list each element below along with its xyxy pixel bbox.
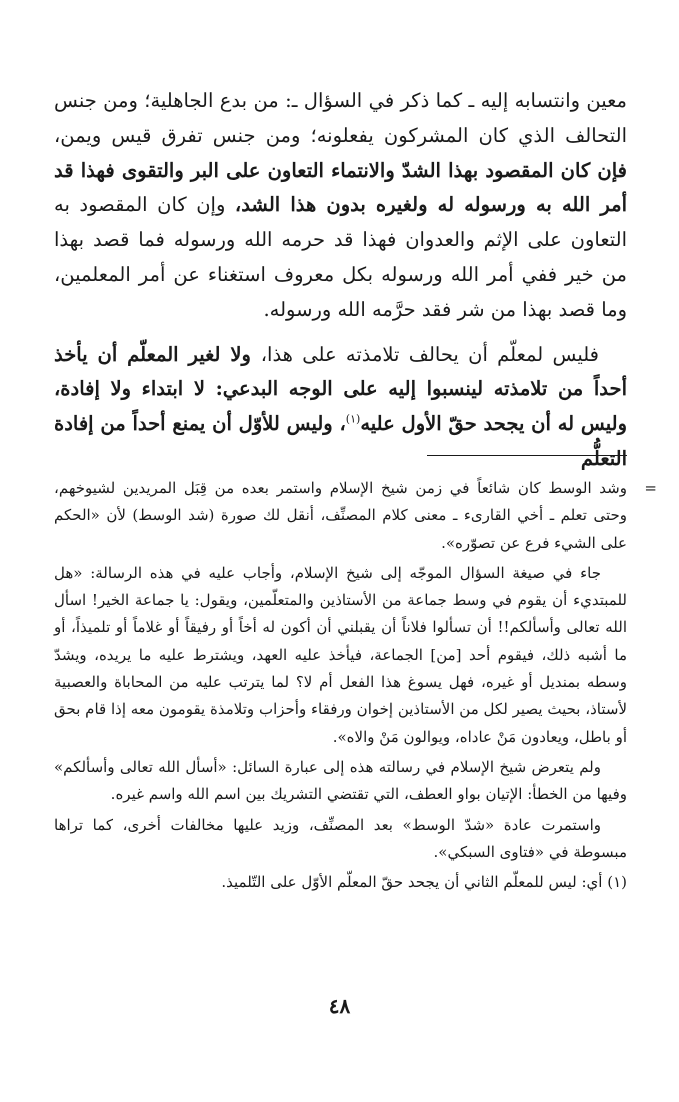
- main-paragraph-1-bold: فإن كان المقصود بهذا الشدّ والانتماء التعاون على البر والتقوى فهذا قد أمر الله به ورسوله له ولغيره بدون هذا الشد،: [54, 158, 627, 217]
- footnote-comment: ولم يتعرض شيخ الإسلام في رسالته هذه إلى عبارة السائل: «أسأل الله تعالى وأسألكم» وفيها من الخطأ: الإتيان بواو العطف، التي تقتضي التشريك بين اسم الله واسم غيره.: [54, 757, 627, 804]
- main-paragraph-2-part-a: فليس لمعلّم أن يحالف تلامذته على هذا،: [260, 342, 599, 366]
- footnote-reference-1: (١): [345, 412, 361, 426]
- page-number: ٤٨: [328, 994, 351, 1018]
- footnotes-section: [54, 475, 657, 899]
- main-paragraph-2-bold: ولا لغير المعلّم أن يأخذ أحداً من تلامذته لينسبوا إليه على الوجه البدعي: لا ابتداء ولا إفادة، وليس له أن يجحد حقّ الأول عليه: [54, 342, 627, 436]
- footnote-continuation-text: وشد الوسط كان شائعاً في زمن شيخ الإسلام واستمر بعده من قِبَل المريدين لشيوخهم، وحتى تعلم ـ أخي القارىء ـ معنى كلام المصنِّف، أنقل لك صورة (شد الوسط) لأن «الحكم على الشيء فرع عن تصوّره».: [54, 479, 627, 552]
- main-paragraph-1-part-c: وإن كان المقصود به التعاون على الإثم والعدوان فهذا قد حرمه الله ورسوله فما قصد بهذا من خير ففي أمر الله ورسوله بكل معروف استغناء عن أمر المعلمين، وما قصد بهذا من شر فقد حرَّمه الله ورسوله.: [54, 193, 627, 321]
- main-paragraph-2-part-c: ، وليس للأوّل أن يمنع أحداً من إفادة التعلُّم: [54, 412, 627, 470]
- footnote-separator: [427, 455, 627, 456]
- footnote-question-quote: جاء في صيغة السؤال الموجّه إلى شيخ الإسلام، وأجاب عليه في هذه الرسالة: «هل للمبتديء أن يقوم في وسط جماعة من الأستاذين والمتعلّمين، ويقول: يا جماعة الخير! اسأل الله تعالى وأسألكم!! أن تسألوا فلاناً أن يقبلني أن أكون له أخاً أو رفيقاً أو غلاماً أو تلميذاً، أو ما أشبه ذلك، فيقوم أحد [من] الجماعة، فيأخذ عليه العهد، ويشترط عليه ما يريده، ويشدّ وسطه بمنديل أو غيره، فهل يسوغ هذا الفعل أم لا؟ لما يترتب عليه من المحاباة والعصبية لأستاذ، بحيث يصير لكل من الأستاذين إخوان ورفقاء وأحزاب وتلامذة يقومون معه إذا قام بحق أو باطل، ويعادون مَنْ عاداه، ويوالون مَنْ والاه».: [54, 563, 627, 746]
- footnote-continuation: [54, 475, 657, 557]
- footnote-custom-note: واستمرت عادة «شدّ الوسط» بعد المصنِّف، وزيد عليها مخالفات أخرى، كما تراها مبسوطة في «فتاوى السبكي».: [54, 815, 627, 861]
- main-paragraph-1-part-a: معين وانتسابه إليه ـ كما ذكر في السؤال ـ: من بدع الجاهلية؛ ومن جنس التحالف الذي كان المشركون يفعلونه؛ ومن جنس تفرق قيس ويمن،: [54, 89, 627, 147]
- footnote-1: (١) أي: ليس للمعلّم الثاني أن يجحد حقّ المعلّم الأوّل على التّلميذ.: [221, 873, 627, 892]
- main-paragraph-1: [54, 84, 627, 328]
- continuation-mark: =: [644, 479, 657, 497]
- main-text-body: [54, 84, 627, 477]
